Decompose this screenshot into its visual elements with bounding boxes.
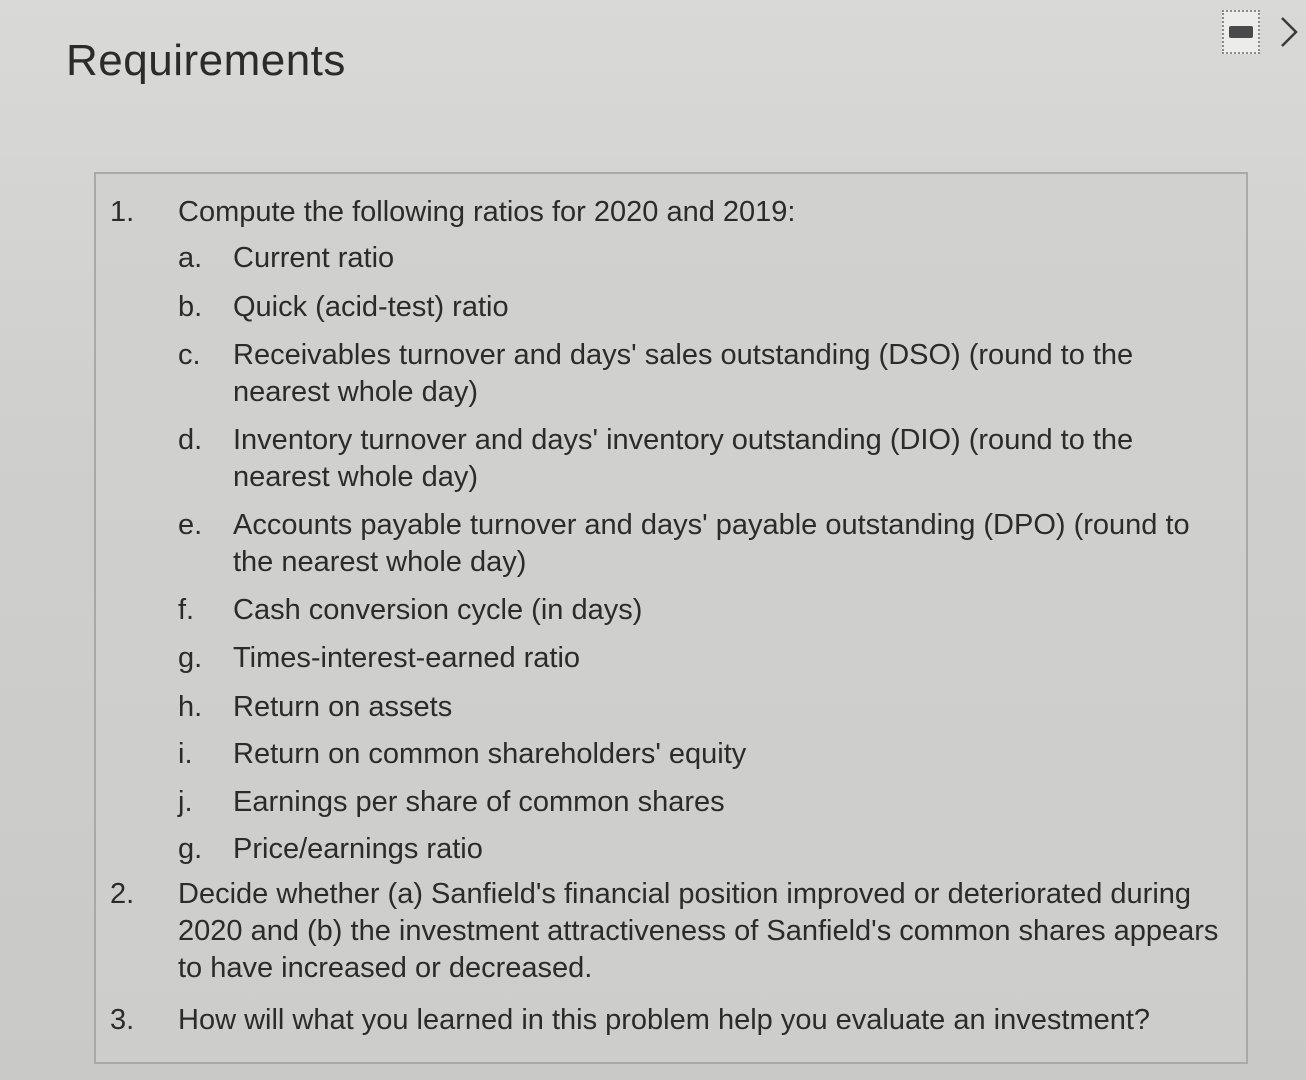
requirement-number: 3. — [110, 1004, 135, 1036]
close-button[interactable] — [1278, 10, 1300, 54]
requirement-number: 1. — [110, 196, 135, 228]
window-controls — [1222, 10, 1300, 54]
sub-item-letter: g. — [178, 642, 203, 674]
sub-item-text: Current ratio — [233, 242, 395, 274]
sub-item-letter: e. — [178, 509, 203, 541]
sub-item-text: Return on assets — [233, 691, 453, 723]
sub-item-text: Inventory turnover and days' inventory outstanding (DIO) (round to the nearest whole day) — [233, 424, 1134, 493]
requirement-number: 2. — [110, 878, 135, 910]
sub-item-text: Quick (acid-test) ratio — [233, 291, 509, 323]
sub-item-text: Receivables turnover and days' sales outstanding (DSO) (round to the nearest whole day) — [233, 339, 1134, 408]
minimize-icon — [1229, 26, 1253, 38]
sub-item-letter: g. — [178, 833, 203, 865]
sub-item-letter: b. — [178, 291, 203, 323]
sub-item-text: Earnings per share of common shares — [233, 786, 725, 818]
sub-item-text: Price/earnings ratio — [233, 833, 483, 865]
sub-item-letter: a. — [178, 242, 203, 274]
sub-item-letter: f. — [178, 594, 195, 626]
sub-item-text: Accounts payable turnover and days' payable outstanding (DPO) (round to the nearest whole day) — [233, 509, 1190, 578]
sub-item-letter: c. — [178, 339, 201, 371]
requirement-item — [96, 194, 1250, 234]
sub-item-text: Cash conversion cycle (in days) — [233, 594, 643, 626]
requirement-text: Compute the following ratios for 2020 and 2019: — [178, 196, 796, 228]
requirements-panel — [94, 172, 1248, 1064]
window-title: Requirements — [66, 36, 346, 85]
sub-item-letter: j. — [178, 786, 193, 818]
sub-item-letter: h. — [178, 691, 203, 723]
sub-item-letter: d. — [178, 424, 203, 456]
requirement-text: Decide whether (a) Sanfield's financial position improved or deteriorated during 2020 and (b) the investment attractiveness of Sanfield's common shares appears to have increased or decreased. — [178, 878, 1219, 984]
sub-item-letter: i. — [178, 738, 193, 770]
requirement-text: How will what you learned in this problem help you evaluate an investment? — [178, 1004, 1151, 1036]
close-icon — [1279, 15, 1299, 49]
sub-item-text: Times-interest-earned ratio — [233, 642, 581, 674]
sub-item-text: Return on common shareholders' equity — [233, 738, 747, 770]
minimize-button[interactable] — [1222, 10, 1260, 54]
